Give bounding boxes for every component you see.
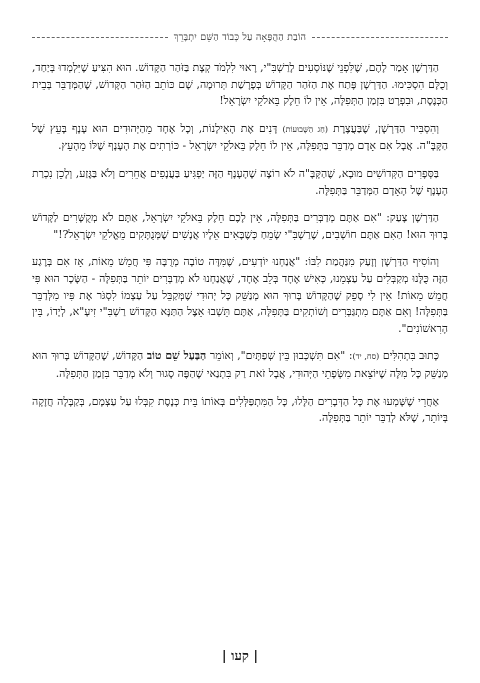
header-divider-right [312, 37, 448, 38]
paragraph [32, 348, 448, 382]
paragraph-text: הַקָּדוֹשׁ, שֶׁהַקָּדוֹשׁ בָּרוּךְ הוּא מְנַשֵּׁק כָּל מִלָּה שֶׁיּוֹצֵאת מִשְּׂפָתֵי הַיְּהוּדִי, אֲבָל זֹאת רַק בִּתְנַאי שֶׁהַפֶּה סָגוּר וְלֹא מְדַבֵּר בִּזְמַן הַתְּפִלָּה. [32, 349, 448, 380]
paragraph-text: דָּנִים אֶת הָאִילָנוֹת, וְכָל אֶחָד מֵהַיְּהוּדִים הוּא עָנָף בָּעֵץ שֶׁל הַקָּבָּ"ה. אֲבָל אִם אָדָם מְדַבֵּר בַּתְּפִלָּה, אֵין לוֹ חֵלֶק בֵּאלֹקֵי יִשְׂרָאֵל - כּוֹרְתִים אֶת הָעָנָף שֶׁלּוֹ מֵהָעֵץ. [32, 121, 448, 153]
paragraph-text: הַדַּרְשָׁן צָעַק: "אִם אַתֶּם מְדַבְּרִים בַּתְּפִלָּה, אֵין לָכֶם חֵלֶק בֵּאלֹקֵי יִשְׂרָאֵל, אַתֶּם לֹא מְקֻשָּׁרִים לַקָּדוֹשׁ בָּרוּךְ הוּא! הַאִם אַתֶּם חוֹשְׁבִים, שֶׁרַשְׁבִּ"י שָׂמֵחַ כְּשֶׁבָּאִים אֵלָיו אֲנָשִׁים שֶׁמְּנֻתָּקִים מֵאֱלֹקֵי יִשְׂרָאֵל?!" [32, 211, 448, 241]
paragraph-text: בַּסְּפָרִים הַקְּדוֹשִׁים מוּבָא, שֶׁהַקָּבָּ"ה לֹא רוֹצֶה שֶׁהָעָנָף הַזֶּה יַפְגִּיעַ בַּעֲנָפִים אֲחֵרִים וְלֹא בַּגֶּזַע, וְלָכֵן נִכְרַת הָעָנָף שֶׁל הָאָדָם הַמְּדַבֵּר בַּתְּפִלָּה. [32, 166, 448, 197]
paragraph-text: וְהִסְבִּיר הַדַּרְשָׁן, שֶׁבַּעֲצֶרֶת [328, 121, 439, 135]
page-number: | קעו | [221, 649, 259, 664]
paragraph-text: : "אִם תִּשְׁכְּבוּן בֵּין שְׁפַתָּיִם", וְאוֹמֵר [206, 349, 353, 363]
header-divider-left [32, 37, 168, 38]
paragraph-text: כָּתוּב בִּתְהִלִּים [379, 349, 440, 363]
paragraph-text: אַחֲרֵי שֶׁשָּׁמְעוּ אֶת כָּל הַדְּבָרִים הַלָּלוּ, כָּל הַמִּתְפַּלְּלִים בְּאוֹתוֹ בֵּית כְּנֶסֶת קִבְּלוּ עַל עַצְמָם, בְּקַבָּלָה חֲזָקָה בְּיוֹתֵר, שֶׁלֹּא לְדַבֵּר יוֹתֵר בַּתְּפִלָּה. [32, 394, 448, 425]
paragraph-text: הַדַּרְשָׁן אָמַר לָהֶם, שֶׁלִּפְנֵי שֶׁנּוֹסְעִים לָרַשְׁבִּ"י, רָאוּי לִלְמֹד קְצָת בַּזֹּהַר הַקָּדוֹשׁ. הוּא הִצִּיעַ שֶׁיִּלְמְדוּ בְּיַחַד, וְכֻלָּם הִסְכִּימוּ. הַדַּרְשָׁן פָּתַח אֶת הַזֹּהַר הַקָּדוֹשׁ בְּפָרָשַׁת תְּרוּמָה, שָׁם כּוֹתֵב הַזֹּהַר הַקָּדוֹשׁ, שֶׁהַמְּדַבֵּר בְּבֵית הַכְּנֶסֶת, וּבִפְרָט בִּזְמַן הַתְּפִלָּה, אֵין לוֹ חֵלֶק בֵּאלֹקֵי יִשְׂרָאֵל! [32, 61, 448, 108]
source-reference: (חַג הַשָּׁבוּעוֹת) [282, 124, 328, 134]
running-header [32, 32, 448, 43]
paragraph [32, 60, 448, 110]
body-text [32, 60, 448, 438]
paragraph [32, 394, 448, 427]
emphasized-name: הַבַּעַל שֵׁם טוֹב [146, 349, 207, 363]
paragraph-text: וְהוֹסִיף הַדַּרְשָׁן וְזָעַק מִנַּהֲמַת לִבּוֹ: "אֲנַחְנוּ יוֹדְעִים, שֶׁמִּדָּה טוֹבָה מְרֻבָּה פִּי חֲמֵשׁ מֵאוֹת, אָז אִם בְּרֶגַע הַזֶּה כֻּלָּנוּ מְקַבְּלִים עַל עַצְמֵנוּ, כְּאִישׁ אֶחָד בְּלֵב אֶחָד, שֶׁאֲנַחְנוּ לֹא מְדַבְּרִים יוֹתֵר בַּתְּפִלָּה - הַשָּׂכָר הוּא פִּי חֲמֵשׁ מֵאוֹת! אֵין לִי סָפֵק שֶׁהַקָּדוֹשׁ בָּרוּךְ הוּא מְנַשֵּׁק כָּל יְהוּדִי שֶׁמְּקַבֵּל עַל עַצְמוֹ לִסְגֹּר אֶת פִּיו מִלְּדַבֵּר בַּתְּפִלָּה! וְאִם אַתֶּם מִתְגַּבְּרִים וְשׁוֹתְקִים בַּתְּפִלָּה, אַתֶּם תֵּשְׁבוּ אֵצֶל הַתַּנָּא הַקָּדוֹשׁ רַשְׁבִּ"י זִיעָ"א, לְיָדוֹ, בֵּין הָרִאשׁוֹנִים". [32, 255, 448, 335]
source-reference: (סח, יד) [352, 352, 380, 362]
paragraph [32, 121, 448, 155]
paragraph [32, 210, 448, 243]
paragraph [32, 166, 448, 199]
paragraph [32, 254, 448, 337]
header-title: הוֹבַת הַהֲפָּאָה עַל כְּבוֹד הַשֵּׁם יִתְבָּרֵךְ [173, 32, 307, 43]
